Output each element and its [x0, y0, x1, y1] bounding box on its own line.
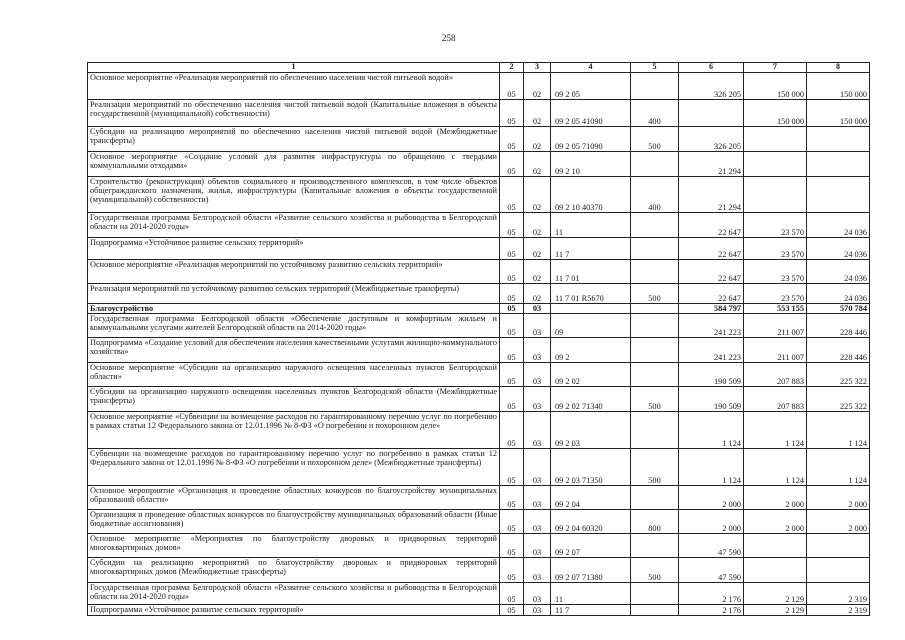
table-row — [88, 557, 870, 582]
amount-year-2: 150 000 — [744, 72, 807, 99]
amount-year-3: 225 322 — [807, 386, 870, 411]
amount-year-1: 241 223 — [679, 313, 744, 337]
subsection-code: 02 — [524, 126, 551, 151]
amount-year-3: 228 446 — [807, 337, 870, 362]
expense-type-code — [631, 259, 679, 283]
amount-year-1: 21 294 — [679, 176, 744, 212]
amount-year-3: 2 000 — [807, 485, 870, 509]
page-number: 258 — [442, 33, 456, 43]
amount-year-1: 2 000 — [679, 509, 744, 533]
section-code: 05 — [500, 72, 524, 99]
amount-year-1: 584 797 — [679, 303, 744, 313]
section-code: 05 — [500, 509, 524, 533]
amount-year-3: 2 319 — [807, 582, 870, 604]
expense-type-code — [631, 72, 679, 99]
row-name: Организация и проведение областных конкурсов по благоустройству муниципальных образований области (Иные бюджетные ассигнования) — [88, 509, 500, 533]
header-cell: 1 — [88, 63, 500, 73]
target-article-code: 09 2 10 40370 — [551, 176, 631, 212]
expense-type-code: 500 — [631, 126, 679, 151]
amount-year-3: 570 784 — [807, 303, 870, 313]
section-code: 05 — [500, 533, 524, 557]
amount-year-3 — [807, 126, 870, 151]
table-row — [88, 448, 870, 485]
row-name: Субсидии на реализацию мероприятий по обеспечению населения чистой питьевой водой (Межбюджетные трансферты) — [88, 126, 500, 151]
section-code: 05 — [500, 237, 524, 259]
target-article-code: 09 2 04 — [551, 485, 631, 509]
row-name: Основное мероприятие «Мероприятия по благоустройству дворовых и придворовых территорий многоквартирных домов» — [88, 533, 500, 557]
row-name: Подпрограмма «Создание условий для обеспечения населения качественными услугами жилищно-коммунального хозяйства» — [88, 337, 500, 362]
target-article-code: 09 2 05 41090 — [551, 99, 631, 126]
header-cell: 8 — [807, 63, 870, 73]
amount-year-3 — [807, 557, 870, 582]
subsection-code: 03 — [524, 386, 551, 411]
amount-year-2: 1 124 — [744, 448, 807, 485]
header-cell: 4 — [551, 63, 631, 73]
amount-year-3: 24 036 — [807, 212, 870, 237]
subsection-code: 02 — [524, 283, 551, 303]
target-article-code: 11 — [551, 212, 631, 237]
subsection-code: 03 — [524, 411, 551, 448]
amount-year-3: 2 000 — [807, 509, 870, 533]
expense-type-code — [631, 604, 679, 615]
amount-year-1: 2 176 — [679, 604, 744, 615]
table-row — [88, 533, 870, 557]
amount-year-1: 190 509 — [679, 386, 744, 411]
amount-year-3 — [807, 533, 870, 557]
amount-year-2 — [744, 126, 807, 151]
amount-year-2: 211 007 — [744, 313, 807, 337]
amount-year-1: 47 590 — [679, 533, 744, 557]
amount-year-1: 2 000 — [679, 485, 744, 509]
table-row — [88, 303, 870, 313]
amount-year-1 — [679, 99, 744, 126]
subsection-code: 02 — [524, 99, 551, 126]
section-code: 05 — [500, 485, 524, 509]
subsection-code: 03 — [524, 509, 551, 533]
amount-year-1: 326 205 — [679, 126, 744, 151]
row-name: Основное мероприятие «Реализация мероприятий по обеспечению населения чистой питьевой водой» — [88, 72, 500, 99]
subsection-code: 02 — [524, 176, 551, 212]
target-article-code: 09 2 05 — [551, 72, 631, 99]
amount-year-2: 207 883 — [744, 386, 807, 411]
expense-type-code — [631, 533, 679, 557]
amount-year-1: 241 223 — [679, 337, 744, 362]
header-cell: 7 — [744, 63, 807, 73]
section-code: 05 — [500, 126, 524, 151]
amount-year-2: 23 570 — [744, 212, 807, 237]
amount-year-1: 22 647 — [679, 212, 744, 237]
section-code: 05 — [500, 151, 524, 176]
amount-year-2: 2 000 — [744, 509, 807, 533]
subsection-code: 03 — [524, 303, 551, 313]
expense-type-code: 500 — [631, 283, 679, 303]
subsection-code: 03 — [524, 557, 551, 582]
expense-type-code: 500 — [631, 386, 679, 411]
row-name: Основное мероприятие «Субвенции на возмещение расходов по гарантированному перечню услуг по погребению в рамках статьи 12 Федерального закона от 12.01.1996 № 8-ФЗ «О погребении и похоронном деле» — [88, 411, 500, 448]
amount-year-1: 22 647 — [679, 237, 744, 259]
subsection-code: 02 — [524, 151, 551, 176]
row-name: Субсидии на организацию наружного освещения населенных пунктов Белгородской области (Межбюджетные трансферты) — [88, 386, 500, 411]
target-article-code: 11 7 01 R5670 — [551, 283, 631, 303]
target-article-code: 09 — [551, 313, 631, 337]
amount-year-1: 22 647 — [679, 283, 744, 303]
target-article-code: 09 2 03 71350 — [551, 448, 631, 485]
section-code: 05 — [500, 362, 524, 386]
amount-year-3: 150 000 — [807, 99, 870, 126]
row-name: Подпрограмма «Устойчивое развитие сельских территорий» — [88, 604, 500, 615]
target-article-code — [551, 303, 631, 313]
expense-type-code — [631, 237, 679, 259]
amount-year-2: 553 155 — [744, 303, 807, 313]
amount-year-1: 1 124 — [679, 448, 744, 485]
table-row — [88, 313, 870, 337]
amount-year-2 — [744, 533, 807, 557]
subsection-code: 02 — [524, 212, 551, 237]
header-cell: 6 — [679, 63, 744, 73]
subsection-code: 03 — [524, 337, 551, 362]
amount-year-3: 24 036 — [807, 283, 870, 303]
row-name: Реализация мероприятий по обеспечению населения чистой питьевой водой (Капитальные вложения в объекты государственной (муниципальной) собственности) — [88, 99, 500, 126]
table-row — [88, 176, 870, 212]
table-row — [88, 151, 870, 176]
expense-type-code: 500 — [631, 448, 679, 485]
header-cell: 2 — [500, 63, 524, 73]
target-article-code: 09 2 05 71090 — [551, 126, 631, 151]
expense-type-code — [631, 362, 679, 386]
section-code: 05 — [500, 303, 524, 313]
budget-table — [87, 62, 870, 616]
row-name: Государственная программа Белгородской области «Развитие сельского хозяйства и рыбоводства в Белгородской области на 2014-2020 годы» — [88, 582, 500, 604]
section-code: 05 — [500, 448, 524, 485]
amount-year-2 — [744, 176, 807, 212]
table-row — [88, 485, 870, 509]
target-article-code: 09 2 02 71340 — [551, 386, 631, 411]
amount-year-2 — [744, 151, 807, 176]
amount-year-2: 2 000 — [744, 485, 807, 509]
section-code: 05 — [500, 283, 524, 303]
row-name: Подпрограмма «Устойчивое развитие сельских территорий» — [88, 237, 500, 259]
row-name: Государственная программа Белгородской области «Обеспечение доступным и комфортным жильем и коммунальными услугами жителей Белгородской области на 2014-2020 годы» — [88, 313, 500, 337]
amount-year-1: 22 647 — [679, 259, 744, 283]
expense-type-code — [631, 212, 679, 237]
table-row — [88, 126, 870, 151]
subsection-code: 02 — [524, 237, 551, 259]
expense-type-code — [631, 303, 679, 313]
table-row — [88, 212, 870, 237]
expense-type-code — [631, 151, 679, 176]
row-name: Основное мероприятие «Создание условий для развития инфраструктуры по обращению с твердыми коммунальными отходами» — [88, 151, 500, 176]
row-name: Строительство (реконструкция) объектов социального и производственного комплексов, в том числе объектов общегражданского назначения, жилья, инфраструктуры (Капитальные вложения в объекты государственной (муниципальной) собственности) — [88, 176, 500, 212]
amount-year-2: 1 124 — [744, 411, 807, 448]
section-code: 05 — [500, 259, 524, 283]
subsection-code: 02 — [524, 259, 551, 283]
section-code: 05 — [500, 557, 524, 582]
amount-year-2: 207 883 — [744, 362, 807, 386]
amount-year-2: 150 000 — [744, 99, 807, 126]
target-article-code: 09 2 — [551, 337, 631, 362]
expense-type-code: 800 — [631, 509, 679, 533]
target-article-code: 09 2 02 — [551, 362, 631, 386]
amount-year-2: 2 129 — [744, 582, 807, 604]
target-article-code: 09 2 07 — [551, 533, 631, 557]
expense-type-code: 400 — [631, 99, 679, 126]
table-row — [88, 99, 870, 126]
amount-year-1: 190 509 — [679, 362, 744, 386]
table-row — [88, 604, 870, 615]
amount-year-2: 23 570 — [744, 237, 807, 259]
amount-year-1: 1 124 — [679, 411, 744, 448]
amount-year-2: 23 570 — [744, 259, 807, 283]
target-article-code: 11 7 01 — [551, 259, 631, 283]
subsection-code: 03 — [524, 485, 551, 509]
amount-year-3: 2 319 — [807, 604, 870, 615]
target-article-code: 11 7 — [551, 604, 631, 615]
section-code: 05 — [500, 604, 524, 615]
table-row — [88, 386, 870, 411]
target-article-code: 11 7 — [551, 237, 631, 259]
subsection-code: 03 — [524, 448, 551, 485]
expense-type-code — [631, 411, 679, 448]
amount-year-3 — [807, 176, 870, 212]
table-row — [88, 237, 870, 259]
subsection-code: 03 — [524, 362, 551, 386]
amount-year-3: 1 124 — [807, 448, 870, 485]
section-code: 05 — [500, 313, 524, 337]
row-name: Государственная программа Белгородской области «Развитие сельского хозяйства и рыбоводства в Белгородской области на 2014-2020 годы» — [88, 212, 500, 237]
table-row — [88, 72, 870, 99]
amount-year-2: 23 570 — [744, 283, 807, 303]
amount-year-3: 228 446 — [807, 313, 870, 337]
section-code: 05 — [500, 176, 524, 212]
amount-year-1: 21 294 — [679, 151, 744, 176]
table-row — [88, 259, 870, 283]
amount-year-1: 2 176 — [679, 582, 744, 604]
table-row — [88, 411, 870, 448]
expense-type-code — [631, 485, 679, 509]
section-code: 05 — [500, 386, 524, 411]
header-cell: 3 — [524, 63, 551, 73]
table-row — [88, 283, 870, 303]
target-article-code: 09 2 10 — [551, 151, 631, 176]
expense-type-code — [631, 337, 679, 362]
section-code: 05 — [500, 212, 524, 237]
section-code: 05 — [500, 337, 524, 362]
table-row — [88, 362, 870, 386]
subsection-code: 02 — [524, 72, 551, 99]
header-cell: 5 — [631, 63, 679, 73]
amount-year-3: 225 322 — [807, 362, 870, 386]
expense-type-code — [631, 313, 679, 337]
expense-type-code — [631, 582, 679, 604]
row-name: Основное мероприятие «Организация и проведение областных конкурсов по благоустройству муниципальных образований области» — [88, 485, 500, 509]
amount-year-2 — [744, 557, 807, 582]
expense-type-code: 500 — [631, 557, 679, 582]
row-name: Основное мероприятие «Субсидии на организацию наружного освещения населенных пунктов Белгородской области» — [88, 362, 500, 386]
table-row — [88, 337, 870, 362]
amount-year-2: 211 007 — [744, 337, 807, 362]
target-article-code: 09 2 07 71380 — [551, 557, 631, 582]
target-article-code: 09 2 04 60320 — [551, 509, 631, 533]
table-row — [88, 509, 870, 533]
amount-year-3: 24 036 — [807, 237, 870, 259]
amount-year-3: 24 036 — [807, 259, 870, 283]
table-header-row — [88, 63, 870, 73]
amount-year-3 — [807, 151, 870, 176]
row-name: Благоустройство — [88, 303, 500, 313]
subsection-code: 03 — [524, 533, 551, 557]
row-name: Субвенции на возмещение расходов по гарантированному перечню услуг по погребению в рамках статьи 12 Федерального закона от 12.01.1996 № 8-ФЗ «О погребении и похоронном деле» (Межбюджетные трансферты) — [88, 448, 500, 485]
subsection-code: 03 — [524, 604, 551, 615]
table-row — [88, 582, 870, 604]
amount-year-2: 2 129 — [744, 604, 807, 615]
target-article-code: 11 — [551, 582, 631, 604]
row-name: Реализация мероприятий по устойчивому развитию сельских территорий (Межбюджетные трансферты) — [88, 283, 500, 303]
section-code: 05 — [500, 411, 524, 448]
section-code: 05 — [500, 99, 524, 126]
row-name: Субсидии на реализацию мероприятий по благоустройству дворовых и придворовых территорий многоквартирных домов (Межбюджетные трансферты) — [88, 557, 500, 582]
amount-year-1: 326 205 — [679, 72, 744, 99]
amount-year-3: 150 000 — [807, 72, 870, 99]
section-code: 05 — [500, 582, 524, 604]
row-name: Основное мероприятие «Реализация мероприятий по устойчивому развитию сельских территорий» — [88, 259, 500, 283]
expense-type-code: 400 — [631, 176, 679, 212]
amount-year-1: 47 590 — [679, 557, 744, 582]
target-article-code: 09 2 03 — [551, 411, 631, 448]
subsection-code: 03 — [524, 582, 551, 604]
subsection-code: 03 — [524, 313, 551, 337]
amount-year-3: 1 124 — [807, 411, 870, 448]
